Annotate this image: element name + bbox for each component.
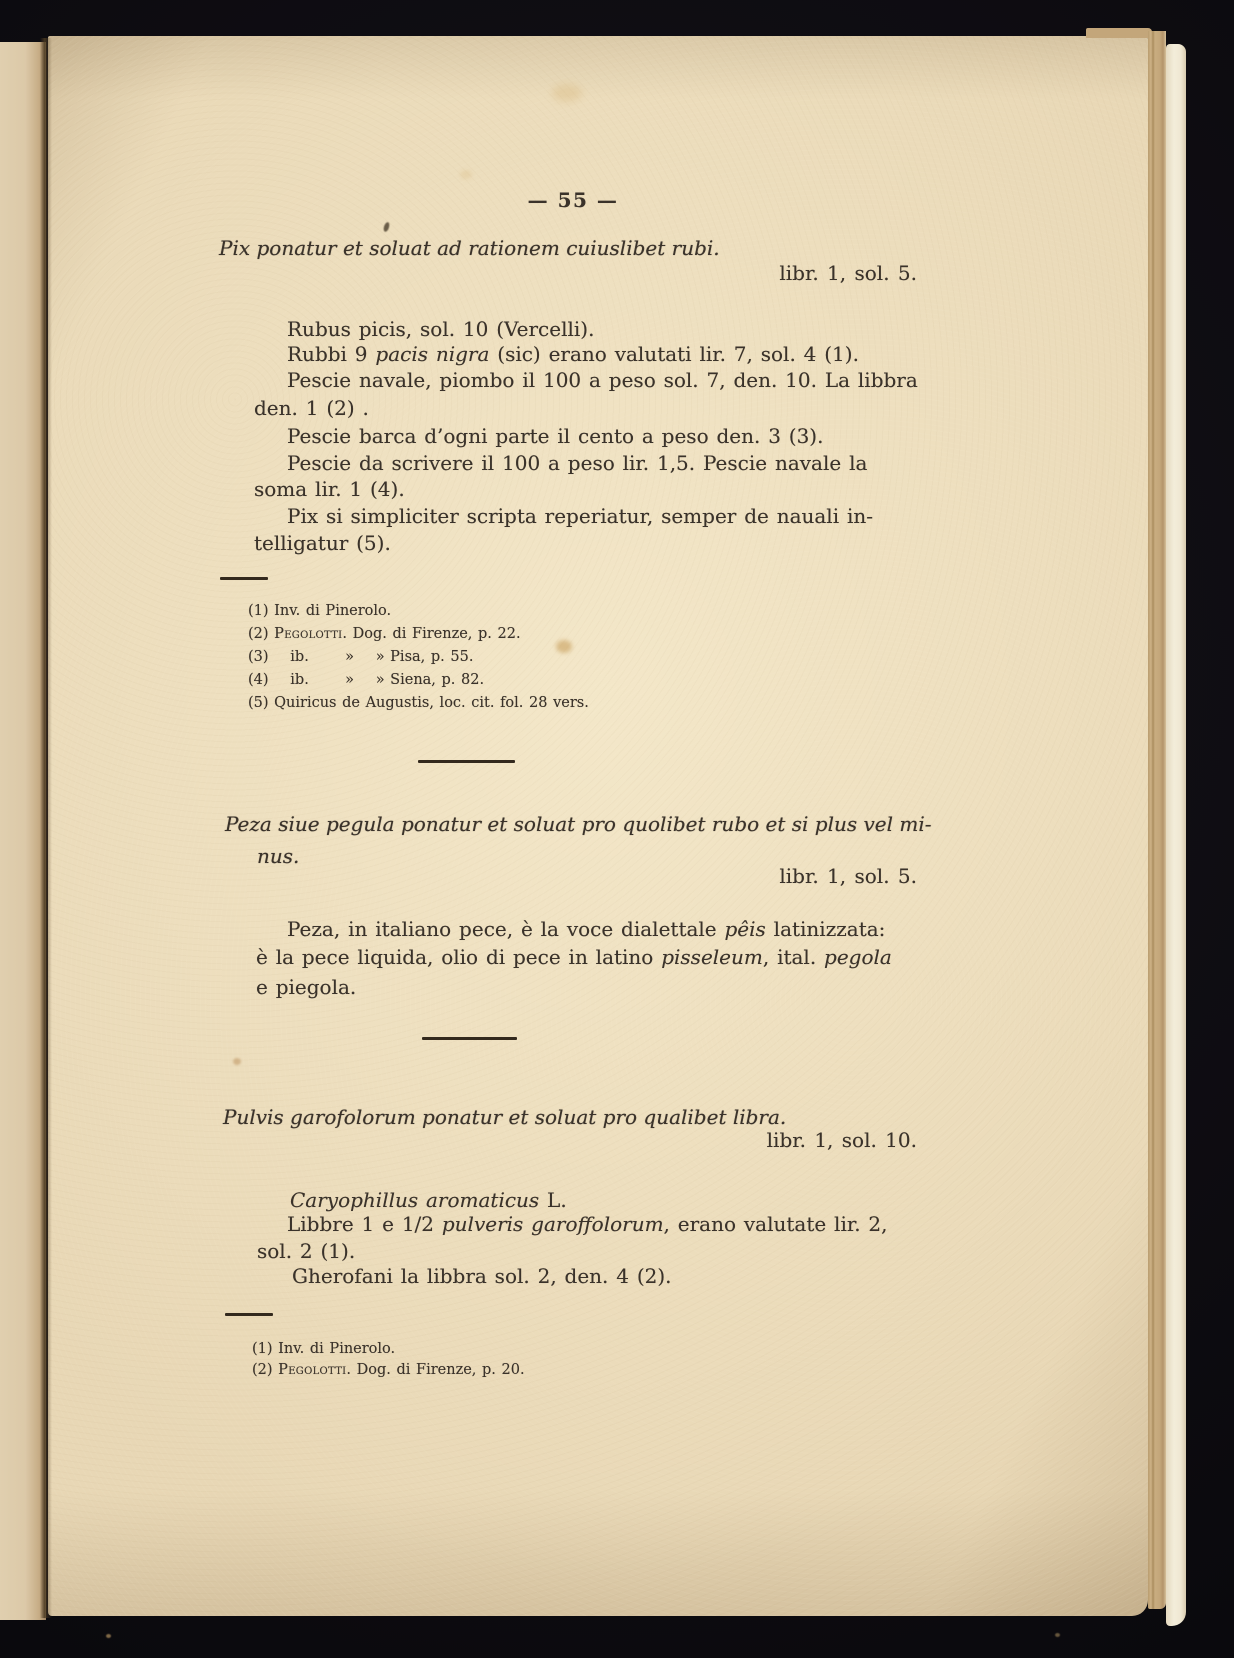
body-line (292, 1266, 672, 1286)
italic-text: Caryophillus aromaticus (290, 1188, 540, 1212)
body-line (287, 426, 823, 446)
body-line (257, 1241, 355, 1261)
text-segment: , ital. (762, 945, 825, 969)
text-segment: den. 1 (2) . (254, 396, 369, 420)
text-segment: (2) (252, 1362, 279, 1378)
page-number: — 55 — (527, 188, 619, 212)
footnote-line (248, 604, 391, 619)
footnote-rule (220, 577, 268, 580)
text-segment: Pix si simpliciter scripta reperiatur, semper de nauali in- (287, 504, 873, 528)
body-line (256, 947, 892, 967)
body-line (254, 533, 391, 553)
italic-text: Pix ponatur et soluat ad rationem cuiuslibet rubi. (219, 236, 720, 260)
footnote-line (248, 627, 521, 642)
body-line (256, 977, 356, 997)
section-divider (422, 1037, 517, 1040)
text-segment: (5) Quiricus de Augustis, loc. cit. fol. 28 vers. (248, 695, 589, 711)
section-divider (418, 760, 515, 763)
text-segment: sol. 2 (1). (257, 1239, 356, 1263)
italic-text: pisseleum (661, 945, 763, 969)
paper-stain (552, 84, 582, 102)
italic-text: pêis (724, 917, 766, 941)
text-segment: (1) Inv. di Pinerolo. (248, 603, 392, 619)
text-segment: Peza, in italiano pece, è la voce dialettale (287, 917, 725, 941)
italic-text: pegola (824, 945, 892, 969)
body-line (287, 453, 867, 473)
text-segment: Rubbi 9 (287, 342, 376, 366)
footnote-line (252, 1342, 395, 1357)
tariff-line (767, 1130, 917, 1150)
text-segment: L. (539, 1188, 567, 1212)
paper-stain (556, 640, 572, 653)
body-line (254, 398, 369, 418)
text-segment: (sic) erano valutati lir. 7, sol. 4 (1). (489, 342, 859, 366)
body-line (287, 1214, 888, 1234)
text-segment: Libbre 1 e 1/2 (287, 1212, 442, 1236)
body-line (287, 370, 918, 390)
body-line (287, 319, 594, 339)
section-heading-line (219, 238, 720, 258)
section-heading-line (223, 1107, 786, 1127)
text-segment: (2) (248, 626, 275, 642)
footnote-line (248, 673, 484, 688)
section-heading-line (225, 814, 931, 834)
italic-text: nus. (257, 844, 300, 868)
text-segment: telligatur (5). (254, 531, 391, 555)
text-segment: Gherofani la libbra sol. 2, den. 4 (2). (292, 1264, 672, 1288)
italic-text: pulveris garoffolorum (441, 1212, 664, 1236)
footnote-line (248, 650, 473, 665)
text-segment: Pescie barca d’ogni parte il cento a peso den. 3 (3). (287, 424, 824, 448)
italic-text: Peza siue pegula ponatur et soluat pro quolibet rubo et si plus vel mi- (225, 812, 932, 836)
text-segment: latinizzata: (765, 917, 886, 941)
text-segment: . Dog. di Firenze, p. 22. (342, 626, 521, 642)
body-line (287, 506, 873, 526)
body-line (254, 479, 405, 499)
text-segment: libr. 1, sol. 10. (766, 1128, 917, 1152)
body-line (287, 344, 859, 364)
text-segment: Pescie da scrivere il 100 a peso lir. 1,5. Pescie navale la (287, 451, 868, 475)
text-segment: (1) Inv. di Pinerolo. (252, 1341, 396, 1357)
body-line (290, 1190, 567, 1210)
italic-text: pacis nigra (375, 342, 490, 366)
small-caps-text: Pegolotti (278, 1362, 347, 1378)
italic-text: Pulvis garofolorum ponatur et soluat pro qualibet libra. (223, 1105, 787, 1129)
text-segment: Pescie navale, piombo il 100 a peso sol. 7, den. 10. La libbra (287, 368, 918, 392)
paper-stain (1055, 1633, 1060, 1637)
text-segment: libr. 1, sol. 5. (779, 261, 917, 285)
tariff-line (779, 866, 917, 886)
tariff-line (779, 263, 917, 283)
paper-stain (460, 170, 472, 179)
paper-stain (106, 1634, 111, 1638)
text-segment: Rubus picis, sol. 10 (Vercelli). (287, 317, 595, 341)
text-segment: . Dog. di Firenze, p. 20. (346, 1362, 525, 1378)
small-caps-text: Pegolotti (274, 626, 343, 642)
text-segment: e piegola. (256, 975, 357, 999)
text-segment: , erano valutate lir. 2, (663, 1212, 888, 1236)
footnote-rule (225, 1313, 273, 1316)
section-heading-line (257, 846, 299, 866)
text-segment: è la pece liquida, olio di pece in latino (256, 945, 662, 969)
text-segment: (4) ib. » » Siena, p. 82. (248, 672, 485, 688)
text-segment: libr. 1, sol. 5. (779, 864, 917, 888)
text-segment: (3) ib. » » Pisa, p. 55. (248, 649, 474, 665)
paper-stain (233, 1058, 241, 1065)
body-line (287, 919, 885, 939)
text-segment: soma lir. 1 (4). (254, 477, 405, 501)
footnote-line (248, 696, 589, 711)
footnote-line (252, 1363, 525, 1378)
